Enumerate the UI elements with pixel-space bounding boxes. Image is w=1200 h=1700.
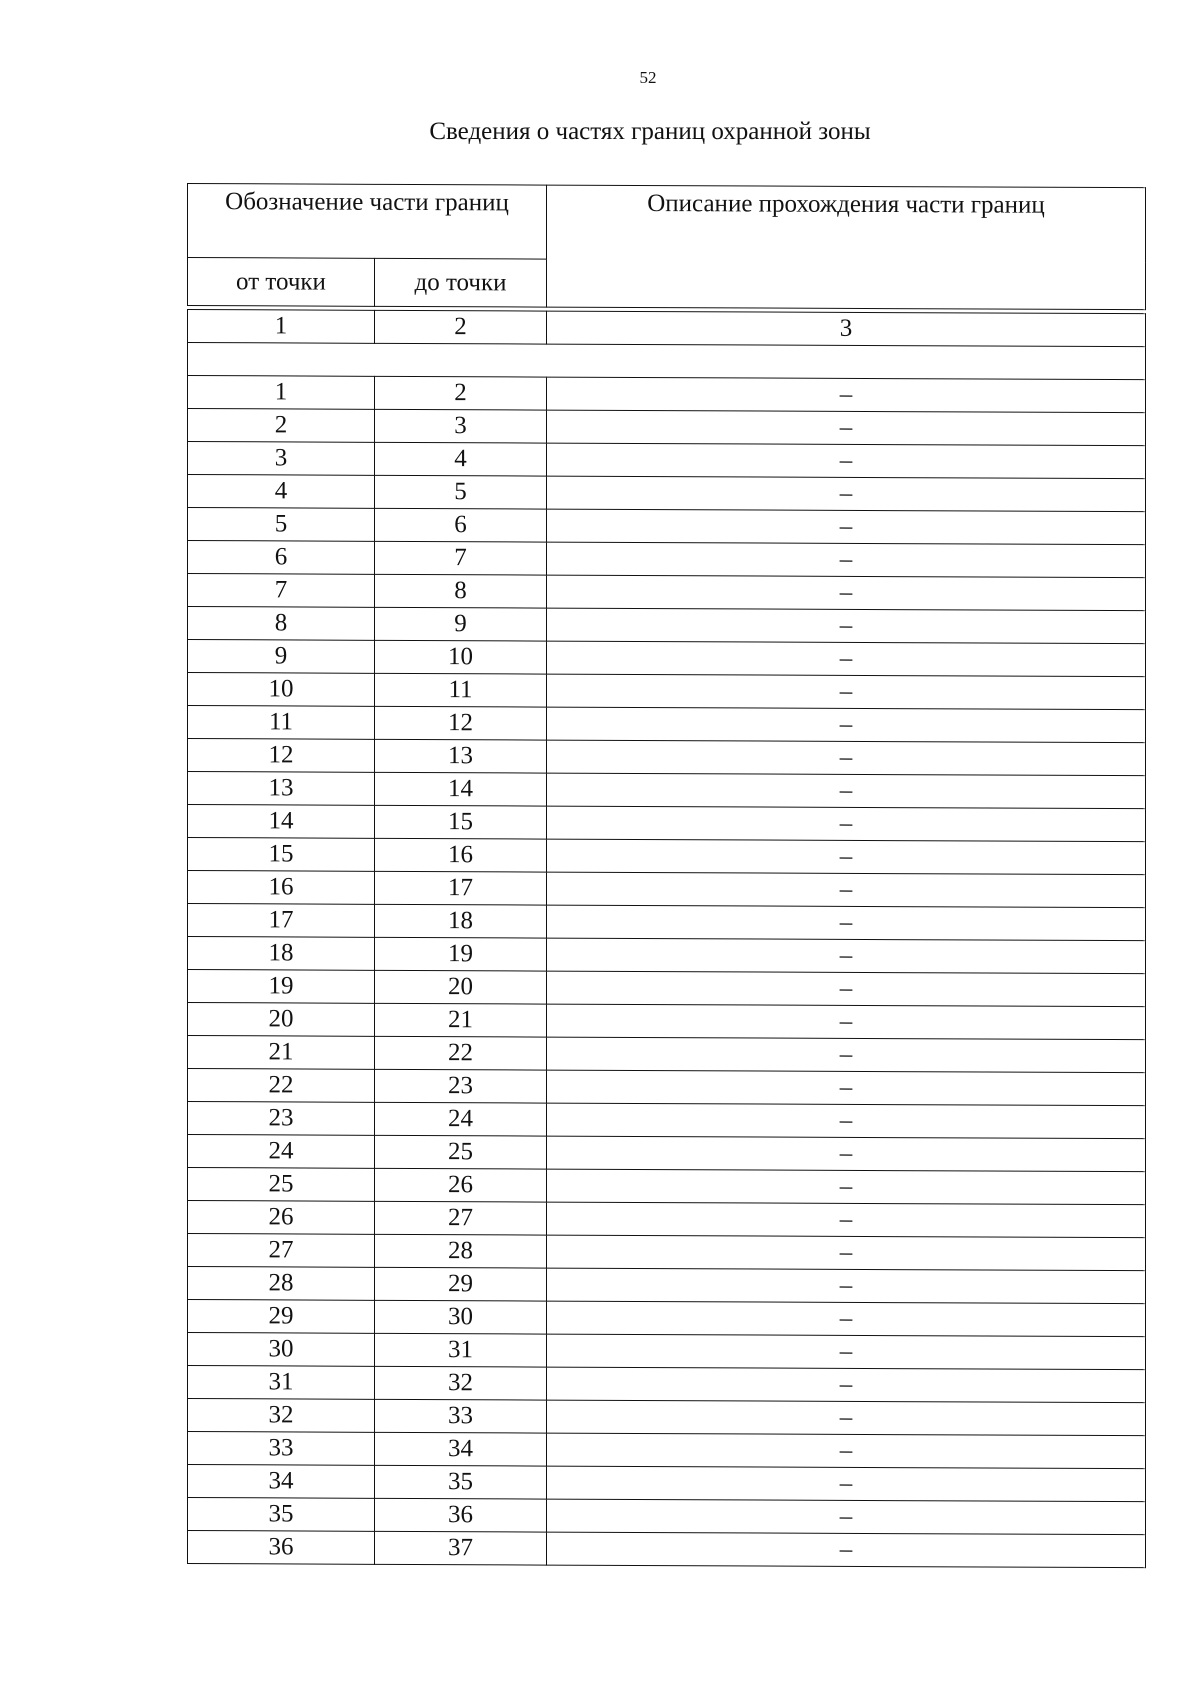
from-point-cell: 32 xyxy=(188,1399,375,1433)
description-cell: – xyxy=(547,872,1146,908)
table-row xyxy=(188,508,1146,545)
from-point-cell: 1 xyxy=(188,376,375,410)
table-row xyxy=(188,1036,1146,1073)
description-cell: – xyxy=(547,707,1146,743)
from-point-cell: 29 xyxy=(188,1300,375,1334)
from-point-cell: 27 xyxy=(188,1234,375,1268)
description-cell: – xyxy=(547,1268,1146,1304)
to-point-cell: 3 xyxy=(375,409,547,443)
page-number: 52 xyxy=(639,68,657,87)
table-body xyxy=(187,309,1146,1568)
from-point-cell: 4 xyxy=(188,475,375,509)
to-point-cell: 34 xyxy=(375,1432,547,1466)
to-point-cell: 35 xyxy=(375,1465,547,1499)
to-point-cell: 15 xyxy=(375,805,547,839)
to-point-cell: 14 xyxy=(375,772,547,806)
from-point-cell: 14 xyxy=(188,805,375,839)
table-header xyxy=(187,183,1146,310)
table-row xyxy=(188,937,1146,974)
description-cell: – xyxy=(547,1499,1146,1535)
description-cell: – xyxy=(547,1070,1146,1106)
to-point-cell: 22 xyxy=(375,1036,547,1070)
from-point-cell: 9 xyxy=(188,640,375,674)
empty-row xyxy=(188,343,1146,380)
description-cell: – xyxy=(547,1169,1146,1205)
from-point-cell: 20 xyxy=(188,1003,375,1037)
to-point-cell: 18 xyxy=(375,904,547,938)
from-point-cell: 3 xyxy=(188,442,375,476)
description-cell: – xyxy=(547,1103,1146,1139)
from-point-cell: 28 xyxy=(188,1267,375,1301)
table-row xyxy=(188,1102,1146,1139)
description-cell: – xyxy=(547,1301,1146,1337)
from-point-cell: 25 xyxy=(188,1168,375,1202)
table-row xyxy=(188,1135,1146,1172)
description-cell: – xyxy=(547,377,1146,413)
from-point-cell: 26 xyxy=(188,1201,375,1235)
from-point-cell: 36 xyxy=(188,1531,375,1565)
to-point-cell: 8 xyxy=(375,574,547,608)
table-row xyxy=(188,1003,1146,1040)
from-point-cell: 16 xyxy=(188,871,375,905)
column-number-row xyxy=(188,310,1146,347)
from-point-cell: 31 xyxy=(188,1366,375,1400)
header-to-point: до точки xyxy=(375,258,547,307)
description-cell: – xyxy=(547,509,1146,545)
table-row xyxy=(188,1432,1146,1469)
to-point-cell: 7 xyxy=(375,541,547,575)
description-cell: – xyxy=(547,806,1146,842)
table-row xyxy=(188,838,1146,875)
to-point-cell: 2 xyxy=(375,376,547,410)
description-cell: – xyxy=(547,1235,1146,1271)
to-point-cell: 5 xyxy=(375,475,547,509)
table-row xyxy=(188,574,1146,611)
table-row xyxy=(188,805,1146,842)
description-cell: – xyxy=(547,740,1146,776)
column-number-cell: 3 xyxy=(547,311,1146,347)
table-row xyxy=(188,1333,1146,1370)
empty-cell xyxy=(188,343,1146,380)
to-point-cell: 6 xyxy=(375,508,547,542)
description-cell: – xyxy=(547,1334,1146,1370)
from-point-cell: 2 xyxy=(188,409,375,443)
description-cell: – xyxy=(547,839,1146,875)
table-row xyxy=(188,1234,1146,1271)
from-point-cell: 5 xyxy=(188,508,375,542)
from-point-cell: 13 xyxy=(188,772,375,806)
table-row xyxy=(188,1069,1146,1106)
to-point-cell: 12 xyxy=(375,706,547,740)
table-row xyxy=(188,1300,1146,1337)
to-point-cell: 32 xyxy=(375,1366,547,1400)
table-row xyxy=(188,772,1146,809)
table-row xyxy=(188,1201,1146,1238)
description-cell: – xyxy=(547,773,1146,809)
description-cell: – xyxy=(547,938,1146,974)
description-cell: – xyxy=(547,905,1146,941)
description-cell: – xyxy=(547,410,1146,446)
from-point-cell: 33 xyxy=(188,1432,375,1466)
column-number-cell: 2 xyxy=(375,310,547,344)
to-point-cell: 19 xyxy=(375,937,547,971)
header-from-point: от точки xyxy=(188,258,375,307)
to-point-cell: 21 xyxy=(375,1003,547,1037)
boundary-parts-table xyxy=(187,183,1145,1568)
table-row xyxy=(188,970,1146,1007)
table-row xyxy=(188,673,1146,710)
from-point-cell: 21 xyxy=(188,1036,375,1070)
to-point-cell: 27 xyxy=(375,1201,547,1235)
table-row xyxy=(188,739,1146,776)
description-cell: – xyxy=(547,674,1146,710)
description-cell: – xyxy=(547,1532,1146,1568)
table-row xyxy=(188,640,1146,677)
to-point-cell: 28 xyxy=(375,1234,547,1268)
to-point-cell: 4 xyxy=(375,442,547,476)
from-point-cell: 18 xyxy=(188,937,375,971)
description-cell: – xyxy=(547,1433,1146,1469)
description-cell: – xyxy=(547,575,1146,611)
table-row xyxy=(188,904,1146,941)
from-point-cell: 8 xyxy=(188,607,375,641)
table-row xyxy=(188,1267,1146,1304)
from-point-cell: 12 xyxy=(188,739,375,773)
header-boundary-designation: Обозначение части границ xyxy=(188,184,547,260)
description-cell: – xyxy=(547,1367,1146,1403)
header-boundary-description: Описание прохождения части границ xyxy=(547,185,1146,310)
to-point-cell: 31 xyxy=(375,1333,547,1367)
table-row xyxy=(188,1465,1146,1502)
table-row xyxy=(188,541,1146,578)
description-cell: – xyxy=(547,1466,1146,1502)
to-point-cell: 24 xyxy=(375,1102,547,1136)
to-point-cell: 25 xyxy=(375,1135,547,1169)
description-cell: – xyxy=(547,1202,1146,1238)
to-point-cell: 30 xyxy=(375,1300,547,1334)
description-cell: – xyxy=(547,1037,1146,1073)
to-point-cell: 20 xyxy=(375,970,547,1004)
description-cell: – xyxy=(547,641,1146,677)
table-row xyxy=(188,442,1146,479)
from-point-cell: 24 xyxy=(188,1135,375,1169)
to-point-cell: 16 xyxy=(375,838,547,872)
table-row xyxy=(188,409,1146,446)
from-point-cell: 17 xyxy=(188,904,375,938)
table-row xyxy=(188,1498,1146,1535)
description-cell: – xyxy=(547,608,1146,644)
from-point-cell: 7 xyxy=(188,574,375,608)
description-cell: – xyxy=(547,971,1146,1007)
from-point-cell: 23 xyxy=(188,1102,375,1136)
to-point-cell: 23 xyxy=(375,1069,547,1103)
from-point-cell: 19 xyxy=(188,970,375,1004)
to-point-cell: 9 xyxy=(375,607,547,641)
to-point-cell: 26 xyxy=(375,1168,547,1202)
from-point-cell: 34 xyxy=(188,1465,375,1499)
table-row xyxy=(188,607,1146,644)
to-point-cell: 37 xyxy=(375,1531,547,1565)
description-cell: – xyxy=(547,1136,1146,1172)
to-point-cell: 17 xyxy=(375,871,547,905)
to-point-cell: 29 xyxy=(375,1267,547,1301)
description-cell: – xyxy=(547,443,1146,479)
to-point-cell: 33 xyxy=(375,1399,547,1433)
from-point-cell: 6 xyxy=(188,541,375,575)
from-point-cell: 22 xyxy=(188,1069,375,1103)
description-cell: – xyxy=(547,1004,1146,1040)
from-point-cell: 10 xyxy=(188,673,375,707)
from-point-cell: 11 xyxy=(188,706,375,740)
page-title: Сведения о частях границ охранной зоны xyxy=(429,118,871,145)
table-row xyxy=(188,871,1146,908)
to-point-cell: 13 xyxy=(375,739,547,773)
description-cell: – xyxy=(547,542,1146,578)
description-cell: – xyxy=(547,476,1146,512)
table-row xyxy=(188,1399,1146,1436)
from-point-cell: 15 xyxy=(188,838,375,872)
description-cell: – xyxy=(547,1400,1146,1436)
to-point-cell: 10 xyxy=(375,640,547,674)
table-row xyxy=(188,376,1146,413)
table-row xyxy=(188,706,1146,743)
to-point-cell: 36 xyxy=(375,1498,547,1532)
to-point-cell: 11 xyxy=(375,673,547,707)
table-row xyxy=(188,475,1146,512)
from-point-cell: 35 xyxy=(188,1498,375,1532)
table-row xyxy=(188,1366,1146,1403)
table-row xyxy=(188,1531,1146,1568)
table-row xyxy=(188,1168,1146,1205)
column-number-cell: 1 xyxy=(188,310,375,344)
from-point-cell: 30 xyxy=(188,1333,375,1367)
